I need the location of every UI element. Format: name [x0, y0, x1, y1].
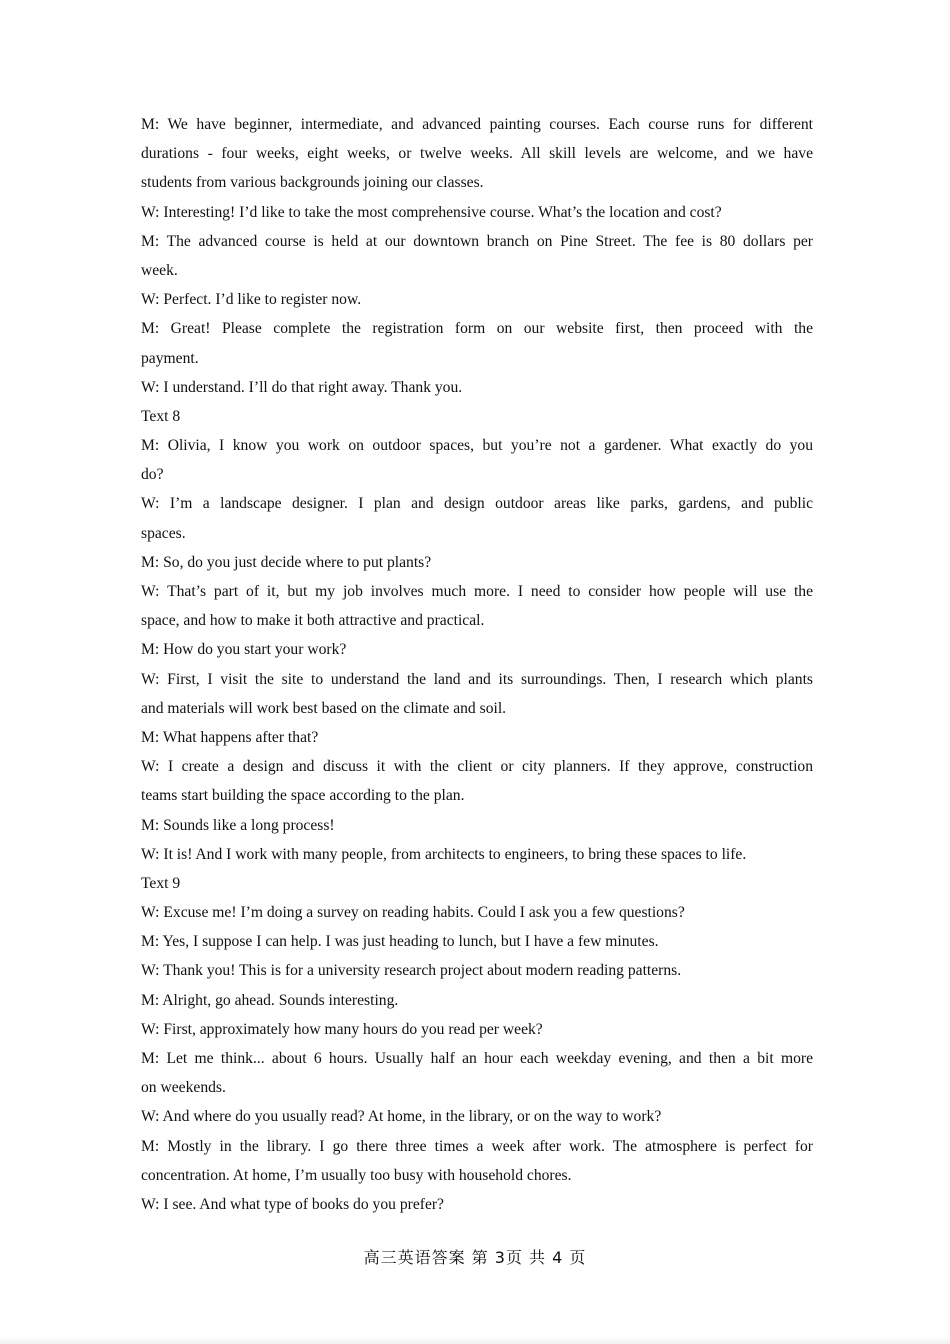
transcript-line: M: Great! Please complete the registration form on our website first, then proceed with the: [141, 320, 813, 338]
transcript-line: M: Olivia, I know you work on outdoor spaces, but you’re not a gardener. What exactly do you: [141, 437, 813, 455]
transcript-line: W: First, I visit the site to understand the land and its surroundings. Then, I research which plants: [141, 670, 813, 688]
transcript-line: W: I see. And what type of books do you prefer?: [141, 1195, 444, 1213]
transcript-line: M: The advanced course is held at our downtown branch on Pine Street. The fee is 80 dollars per: [141, 232, 813, 250]
transcript-body: [141, 110, 813, 1219]
transcript-line: durations - four weeks, eight weeks, or twelve weeks. All skill levels are welcome, and we have: [141, 145, 813, 163]
transcript-line: M: We have beginner, intermediate, and advanced painting courses. Each course runs for different: [141, 116, 813, 133]
transcript-line: M: So, do you just decide where to put plants?: [141, 553, 432, 571]
section-heading: Text 8: [141, 407, 181, 425]
transcript-line: W: I create a design and discuss it with the client or city planners. If they approve, construction: [141, 758, 813, 776]
transcript-line: W: I understand. I’ll do that right away. Thank you.: [141, 378, 463, 396]
transcript-line: M: Alright, go ahead. Sounds interesting.: [141, 991, 399, 1009]
transcript-line: M: Sounds like a long process!: [141, 816, 335, 834]
transcript-line: M: Mostly in the library. I go there three times a week after work. The atmosphere is perfect for: [141, 1137, 813, 1155]
transcript-line: W: Thank you! This is for a university research project about modern reading patterns.: [141, 962, 682, 980]
transcript-line: students from various backgrounds joining our classes.: [141, 174, 484, 192]
transcript-line: concentration. At home, I’m usually too busy with household chores.: [141, 1166, 572, 1184]
transcript-line: do?: [141, 466, 164, 484]
transcript-line: M: How do you start your work?: [141, 641, 347, 659]
transcript-line: W: It is! And I work with many people, from architects to engineers, to bring these spaces to life.: [141, 845, 747, 863]
transcript-line: W: I’m a landscape designer. I plan and design outdoor areas like parks, gardens, and public: [141, 495, 813, 513]
transcript-line: W: Excuse me! I’m doing a survey on reading habits. Could I ask you a few questions?: [141, 904, 685, 922]
transcript-line: M: What happens after that?: [141, 728, 319, 746]
page-edge-shadow: [0, 1336, 950, 1344]
transcript-line: W: And where do you usually read? At home, in the library, or on the way to work?: [141, 1108, 662, 1126]
page-footer: 高三英语答案 第 3页 共 4 页: [363, 1248, 587, 1267]
transcript-line: W: That’s part of it, but my job involves much more. I need to consider how people will use the: [141, 583, 813, 600]
transcript-line: week.: [141, 261, 178, 279]
transcript-line: and materials will work best based on the climate and soil.: [141, 699, 507, 717]
transcript-line: payment.: [141, 349, 199, 367]
transcript-line: M: Let me think... about 6 hours. Usually half an hour each weekday evening, and then a bit more: [141, 1050, 813, 1067]
transcript-line: M: Yes, I suppose I can help. I was just heading to lunch, but I have a few minutes.: [141, 933, 659, 951]
transcript-line: spaces.: [141, 524, 186, 542]
transcript-line: on weekends.: [141, 1079, 226, 1097]
transcript-line: teams start building the space according to the plan.: [141, 787, 465, 805]
transcript-line: W: Interesting! I’d like to take the most comprehensive course. What’s the location and cost?: [141, 203, 722, 221]
transcript-line: W: Perfect. I’d like to register now.: [141, 291, 362, 309]
transcript-line: W: First, approximately how many hours do you read per week?: [141, 1020, 543, 1038]
section-heading: Text 9: [141, 874, 181, 892]
transcript-line: space, and how to make it both attractive and practical.: [141, 612, 485, 630]
